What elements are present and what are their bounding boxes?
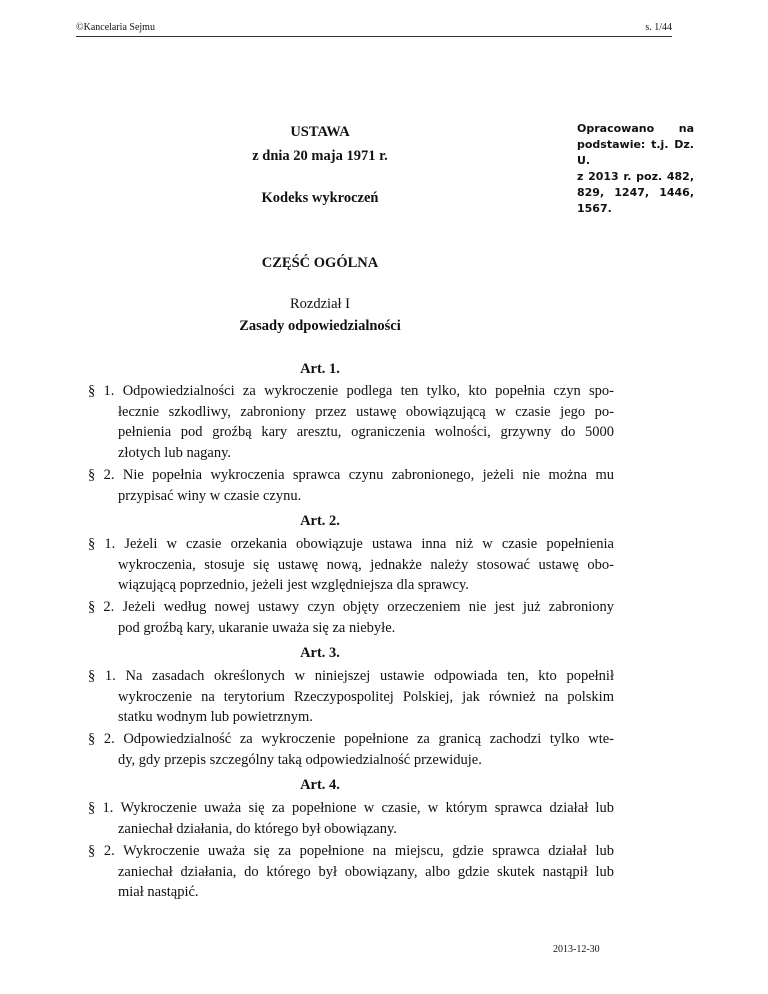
- source-note-line: z 2013 r. poz. 482,: [577, 170, 694, 183]
- paragraph-line: wykroczenia, stosuje się ustawę nową, jednakże należy stosować ustawę obo-: [118, 556, 614, 573]
- paragraph-line: pełnienia pod groźbą kary aresztu, ograniczenia wolności, grzywny do 5000: [118, 424, 614, 440]
- act-type: USTAWA: [290, 124, 350, 140]
- article-paragraph: [88, 381, 614, 463]
- paragraph-line: dy, gdy przepis szczególny taką odpowiedzialność przewiduje.: [118, 751, 482, 768]
- publisher-label: ©Kancelaria Sejmu: [76, 22, 155, 33]
- paragraph-line: § 2. Nie popełnia wykroczenia sprawca czynu zabronionego, jeżeli nie można mu: [88, 467, 614, 483]
- article-heading: Art. 4.: [300, 777, 340, 793]
- paragraph-line: § 1. Na zasadach określonych w niniejszej ustawie odpowiada ten, kto popełnił: [88, 668, 614, 684]
- source-note-line: 829, 1247, 1446,: [577, 186, 694, 199]
- source-note-line: Opracowano na: [577, 122, 694, 135]
- paragraph-line: pod groźbą kary, ukaranie uważa się za niebyłe.: [118, 619, 396, 636]
- paragraph-line: złotych lub nagany.: [118, 444, 232, 461]
- article-heading: Art. 2.: [300, 513, 340, 529]
- article-paragraph: [88, 729, 614, 770]
- page-number: s. 1/44: [645, 22, 672, 33]
- page-header: [76, 22, 672, 37]
- paragraph-line: statku wodnym lub powietrznym.: [118, 709, 313, 725]
- paragraph-line: przypisać winy w czasie czynu.: [118, 487, 302, 504]
- paragraph-line: wykroczenie na terytorium Rzeczypospolitej Polskiej, jak również na polskim: [118, 688, 614, 705]
- article-paragraph: [88, 465, 614, 506]
- article-paragraph: [88, 534, 614, 596]
- source-note-line: podstawie: t.j. Dz. U.: [577, 138, 694, 167]
- article-heading: Art. 1.: [300, 361, 340, 377]
- article-paragraph: [88, 841, 614, 903]
- act-date: z dnia 20 maja 1971 r.: [252, 148, 388, 164]
- article-heading: Art. 3.: [300, 645, 340, 661]
- paragraph-line: § 1. Odpowiedzialności za wykroczenie podlega ten tylko, kto popełnia czyn spo-: [88, 383, 614, 399]
- chapter-label: Rozdział I: [290, 296, 350, 312]
- source-note: [577, 121, 694, 217]
- paragraph-line: § 2. Jeżeli według nowej ustawy czyn objęty orzeczeniem nie jest już zabroniony: [88, 599, 614, 615]
- act-title: Kodeks wykroczeń: [261, 190, 379, 206]
- paragraph-line: § 1. Wykroczenie uważa się za popełnione w czasie, w którym sprawca działał lub: [88, 800, 614, 816]
- paragraph-line: § 1. Jeżeli w czasie orzekania obowiązuje ustawa inna niż w czasie popełnienia: [88, 536, 614, 552]
- chapter-title: Zasady odpowiedzialności: [239, 318, 401, 334]
- paragraph-line: wiązującą poprzednio, jeżeli jest względniejsza dla sprawcy.: [118, 577, 469, 593]
- article-paragraph: [88, 798, 614, 839]
- paragraph-line: § 2. Odpowiedzialność za wykroczenie popełnione za granicą zachodzi tylko wte-: [88, 731, 614, 747]
- article-paragraph: [88, 666, 614, 728]
- part-heading: CZĘŚĆ OGÓLNA: [261, 255, 379, 271]
- paragraph-line: zaniechał działania, do którego był obowiązany.: [118, 820, 397, 837]
- paragraph-line: § 2. Wykroczenie uważa się za popełnione na miejscu, gdzie sprawca działał lub: [88, 843, 614, 859]
- paragraph-line: miał nastąpić.: [118, 884, 199, 900]
- document-date: 2013-12-30: [553, 944, 600, 955]
- article-paragraph: [88, 597, 614, 638]
- paragraph-line: łecznie szkodliwy, zabroniony przez ustawę obowiązującą w czasie jego po-: [118, 403, 614, 420]
- source-note-line: 1567.: [577, 202, 612, 215]
- paragraph-line: zaniechał działania, do którego był obowiązany, albo gdzie skutek nastąpił lub: [118, 863, 614, 880]
